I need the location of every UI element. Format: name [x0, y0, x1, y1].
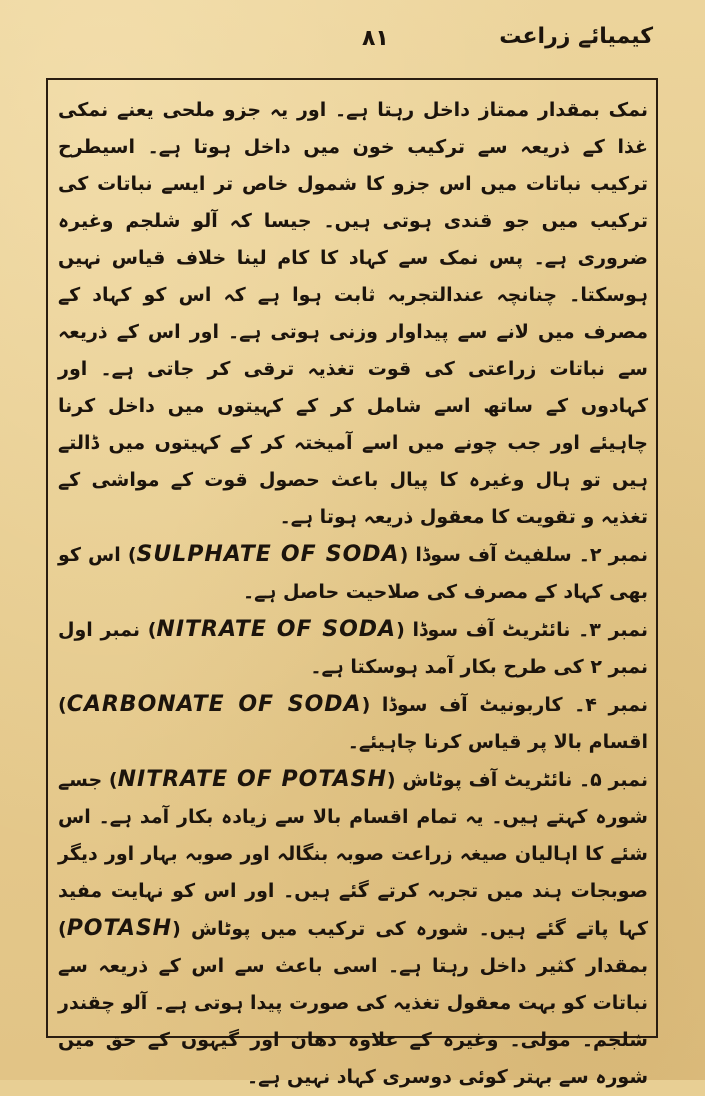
item-5-text-continued: ) بمقدار کثیر داخل رہتا ہے۔ اسی باعث سے اس کے ذریعہ سے نباتات کو بہت معقول تغذیہ کی صورت پیدا ہوتی ہے۔ آلو چقندر شلجم۔ مولی۔ وغیرہ کے علاوہ دھان اور گیہوں کے حق میں شورہ سے بہتر کوئی دوسری کہاد نہیں ہے۔ [58, 918, 648, 1088]
item-5-text: ) جسے شورہ کہتے ہیں۔ یہ تمام اقسام بالا سے زیادہ بکار آمد ہے۔ اس شئے کا اہالیان صیغہ زراعت صوبہ بنگالہ اور صوبہ بہار اور دیگر صوبجات ہند میں تجربہ کرتے گئے ہیں۔ اور اس کو نہایت مفید کہا پاتے گئے ہیں۔ شورہ کی ترکیب میں پوٹاش ( [58, 769, 648, 940]
item-carbonate-of-soda [58, 686, 648, 761]
item-4-urdu: نمبر ۴۔ کاربونیٹ آف سوڈا ( [361, 694, 648, 716]
page-header [40, 22, 665, 62]
item-5-english-term: NITRATE OF POTASH [117, 767, 387, 792]
item-sulphate-of-soda [58, 536, 648, 611]
item-3-english-term: NITRATE OF SODA [156, 617, 397, 642]
item-5-urdu: نمبر ۵۔ نائٹریٹ آف پوٹاش ( [386, 769, 648, 791]
item-2-text: ) اس کو بھی کہاد کے مصرف کی صلاحیت حاصل ہے۔ [58, 544, 648, 603]
item-nitrate-of-soda [58, 611, 648, 686]
page-body [58, 92, 648, 1096]
item-3-text: ) نمبر اول نمبر ۲ کی طرح بکار آمد ہوسکتا ہے۔ [58, 619, 648, 678]
item-3-urdu: نمبر ۳۔ نائٹریٹ آف سوڈا ( [396, 619, 649, 641]
item-5-english-term-potash: POTASH [66, 916, 173, 941]
item-2-english-term: SULPHATE OF SODA [136, 542, 400, 567]
item-nitrate-of-potash [58, 761, 648, 1096]
running-title: کیمیائے زراعت [499, 24, 653, 49]
item-2-urdu: نمبر ۲۔ سلفیٹ آف سوڈا ( [399, 544, 649, 566]
page-number: ٨١ [362, 26, 389, 51]
paragraph-salt: نمک بمقدار ممتاز داخل رہتا ہے۔ اور یہ جزو ملحی یعنے نمکی غذا کے ذریعہ سے ترکیب خون میں داخل ہوتا ہے۔ اسیطرح ترکیب نباتات میں اس جزو کا شمول خاص تر ایسے نباتات کی ترکیب میں جو قندی ہوتی ہیں۔ جیسا کہ آلو شلجم وغیرہ ضروری ہے۔ پس نمک سے کہاد کا کام لینا خلاف قیاس نہیں ہوسکتا۔ چنانچہ عندالتجربہ ثابت ہوا ہے کہ اس کو کہاد کے مصرف میں لانے سے پیداوار وزنی ہوتی ہے۔ اور اس کے ذریعہ سے نباتات زراعتی کی قوت تغذیہ ترقی کر جاتی ہے۔ اور کہادوں کے ساتھ اسے شامل کر کے کہیتوں میں داخل کرنا چاہیئے اور جب چونے میں اسے آمیختہ کر کے کہیتوں میں ڈالتے ہیں تو ہال وغیرہ کا پیال باعث حصول قوت کے مواشی کے تغذیہ و تقویت کا معقول ذریعہ ہوتا ہے۔ [58, 99, 648, 528]
item-4-english-term: CARBONATE OF SODA [66, 692, 362, 717]
item-4-text: ) اقسام بالا پر قیاس کرنا چاہیئے۔ [58, 694, 648, 753]
